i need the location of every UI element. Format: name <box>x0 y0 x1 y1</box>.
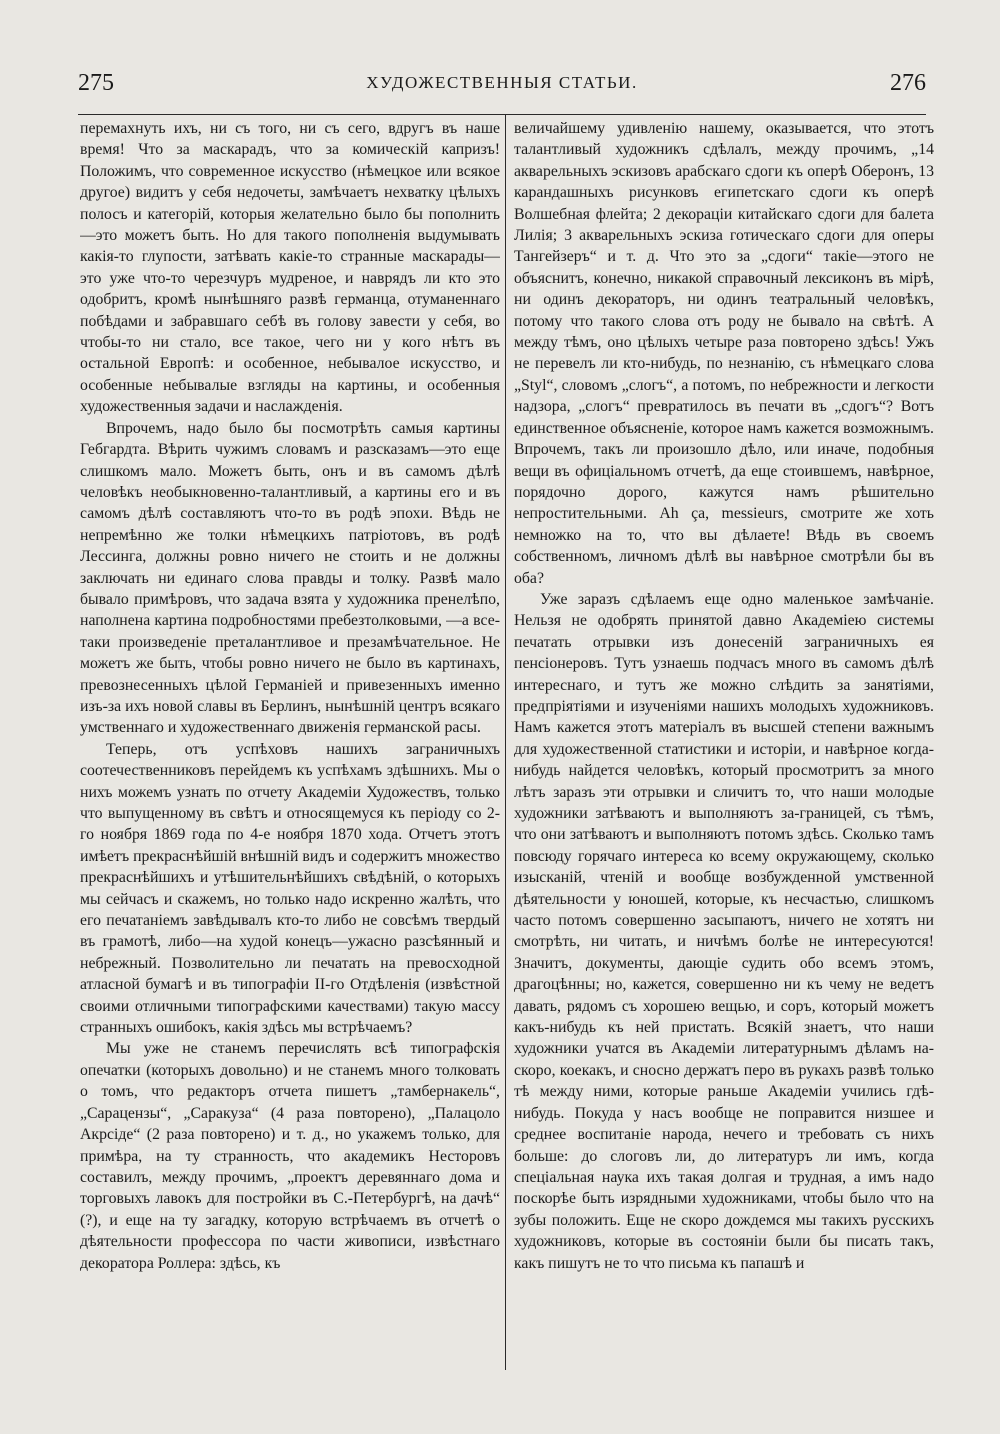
left-paragraph-1: перемахнуть ихъ, ни съ того, ни съ сего, вдругъ въ наше время! Что за маскарадъ, что за комическій капризъ! Положимъ, что современное искусство (нѣмецкое или всякое другое) видитъ у себя недочеты, замѣчаетъ нехватку цѣлыхъ полосъ и категорій, которыя желательно было бы пополнить—это можетъ быть. Но для такого пополненія выдумывать какія-то глупости, затѣвать какіе-то странные маскарады—это уже что-то черезчуръ мудреное, и наврядъ ли кто это одобритъ, кромѣ нынѣшняго развѣ германца, отуманеннаго побѣдами и забравшаго себѣ въ голову завести у себя, во чтобы-то ни стало, все такое, чего ни у кого нѣтъ въ остальной Европѣ: и особенное, небывалое искусство, и особенные небывалые взгляды на картины, и особенныя художественныя задачи и наслажденія. <box>80 120 500 416</box>
right-paragraph-2: Уже заразъ сдѣлаемъ еще одно маленькое замѣчаніе. Нельзя не одобрять принятой давно Академіею системы печатать отрывки изъ донесеній заграничныхъ ея пенсіонеровъ. Тутъ узнаешь подчасъ много въ самомъ дѣлѣ интереснаго, и тутъ же можно слѣдить за занятіями, предпріятіями и изученіями нашихъ молодыхъ художниковъ. Намъ кажется этотъ матеріалъ въ высшей степени важнымъ для художественной статистики и исторіи, и навѣрное когда-нибудь найдется человѣкъ, который просмотритъ за много лѣтъ заразъ эти отрывки и сличитъ то, что наши молодые художники затѣваютъ и выполняютъ за-границей, съ тѣмъ, что они затѣваютъ и выполняютъ потомъ здѣсь. Сколько тамъ повсюду горячаго интереса ко всему окружающему, сколько изысканій, чтеній и вообще возбужденной умственной дѣятельности у юношей, которые, къ несчастью, слишкомъ часто потомъ совершенно засыпаютъ, ничего не хотятъ ни смотрѣть, ни читать, и ничѣмъ болѣе не интересуются! Значитъ, документы, дающіе судить обо всемъ этомъ, драгоцѣнны; но, кажется, совершенно ни къ чему не ведетъ давать, рядомъ съ хорошею вещью, и соръ, который можетъ какъ-нибудь къ ней пристать. Всякій знаетъ, что наши художники учатся въ Академіи литературнымъ дѣламъ на-скоро, коекакъ, и сносно держатъ перо въ рукахъ развѣ только тѣ между ними, которые раньше Академіи учились гдѣ-нибудь. Покуда у насъ вообще не поправится низшее и среднее воспитаніе народа, нечего и требовать съ нихъ больше: до слоговъ ли, до литературъ ли имъ, когда спеціальная наука ихъ такая долгая и трудная, а имъ надо поскорѣе быть изрядными художниками, чтобы было что на зубы положить. Еще не скоро дождемся мы такихъ русскихъ художниковъ, которые въ состояніи были бы писать такъ, какъ пишутъ не то что письма къ папашѣ и <box>514 590 934 1272</box>
right-page-number: 276 <box>890 70 926 96</box>
left-column <box>80 118 500 1373</box>
right-column <box>514 118 934 1373</box>
left-paragraph-2: Впрочемъ, надо было бы посмотрѣть самыя картины Гебгардта. Вѣрить чужимъ словамъ и разсказамъ—это еще слишкомъ мало. Можетъ быть, онъ и въ самомъ дѣлѣ человѣкъ необыкновенно-талантливый, а картины его и въ самомъ дѣлѣ составляютъ что-то въ родѣ эпохи. Вѣдь не непремѣнно же толки нѣмецкихъ патріотовъ, въ родѣ Лессинга, должны ровно ничего не стоить и не должны заключать ни единаго слова правды и толку. Развѣ мало бывало примѣровъ, что задача взята у художника пренелѣпо, наполнена картина подробностями пребезтолковыми, —а все-таки произведеніе преталантливое и презамѣчательное. Не можетъ же быть, чтобы ровно ничего не было въ картинахъ, превознесенныхъ цѣлой Германіей и привезенныхъ именно изъ-за ихъ новой славы въ Берлинъ, нынѣшній центръ всякаго умственнаго и художественнаго движенія германской расы. <box>80 419 500 737</box>
left-paragraph-4: Мы уже не станемъ перечислять всѣ типографскія опечатки (которыхъ довольно) и не станемъ много толковать о томъ, что редакторъ отчета пишетъ „тамбернакель“, „Сарацензы“, „Саракуза“ (4 раза повторено), „Палацоло Акрсіде“ (2 раза повторено) и т. д., но укажемъ только, для примѣра, на ту странность, что академикъ Несторовъ составилъ, между прочимъ, „проектъ деревяннаго дома и торговыхъ лавокъ для постройки въ С.-Петербургѣ, на дачѣ“ (?), и еще на ту загадку, которую встрѣчаемъ въ отчетѣ о дѣятельности профессора по части живописи, извѣстнаго декоратора Роллера: здѣсь, къ <box>80 1040 500 1272</box>
left-page-number: 275 <box>78 70 114 96</box>
running-title: ХУДОЖЕСТВЕННЫЯ СТАТЬИ. <box>366 73 638 92</box>
left-paragraph-3: Теперь, отъ успѣховъ нашихъ заграничныхъ соотечественниковъ перейдемъ къ успѣхамъ здѣшнихъ. Мы о нихъ можемъ узнать по отчету Академіи Художествъ, только что выпущенному въ свѣтъ и относящемуся къ періоду со 2-го ноября 1869 года по 4-е ноября 1870 хода. Отчетъ этотъ имѣетъ прекраснѣйшій внѣшній видъ и содержитъ множество прекраснѣйшихъ и утѣшительнѣйшихъ свѣдѣній, о которыхъ мы сейчасъ и скажемъ, но только надо искренно жалѣть, что его печатаніемъ завѣдывалъ кто-то либо не совсѣмъ твердый въ грамотѣ, либо—на худой конецъ—ужасно разсѣянный и небрежный. Позволительно ли печатать на превосходной атласной бумагѣ и въ типографіи II-го Отдѣленія (извѣстной своими отличными типографскими качествами) такую массу странныхъ ошибокъ, какія здѣсь мы встрѣчаемъ? <box>80 740 500 1037</box>
header-rule <box>78 114 926 115</box>
column-divider <box>505 115 506 1370</box>
page-header <box>78 68 926 102</box>
right-paragraph-1: величайшему удивленію нашему, оказывается, что этотъ талантливый художникъ сдѣлалъ, между прочимъ, „14 акварельныхъ эскизовъ арабскаго сдоги къ оперѣ Оберонъ, 13 карандашныхъ рисунковъ египетскаго сдоги къ оперѣ Волшебная флейта; 2 декораціи китайскаго сдоги для балета Лилія; 3 акварельныхъ эскиза готическаго сдоги для оперы Тангейзеръ“ и т. д. Что это за „сдоги“ такіе—этого не объяснитъ, конечно, никакой справочный лексиконъ въ мірѣ, ни одинъ декораторъ, ни одинъ театральный человѣкъ, потому что такого слова отъ роду не бывало на свѣтѣ. А между тѣмъ, оно цѣлыхъ четыре раза повторено здѣсь! Ужъ не перевелъ ли кто-нибудь, по незнанію, съ нѣмецкаго слова „Styl“, словомъ „слогъ“, а потомъ, по небрежности и легкости надзора, „слогъ“ превратилось въ печати въ „сдогъ“? Вотъ единственное объясненіе, которое намъ кажется возможнымъ. Впрочемъ, такъ ли произошло дѣло, или иначе, подобныя вещи въ офиціальномъ отчетѣ, да еще стоившемъ, навѣрное, порядочно дорого, кажутся намъ рѣшительно непростительными. Ah ça, messieurs, смотрите же хоть немножко на то, что вы дѣлаете! Вѣдь въ своемъ собственномъ, личномъ дѣлѣ вы навѣрное смотрѣли бы въ оба? <box>514 120 934 587</box>
